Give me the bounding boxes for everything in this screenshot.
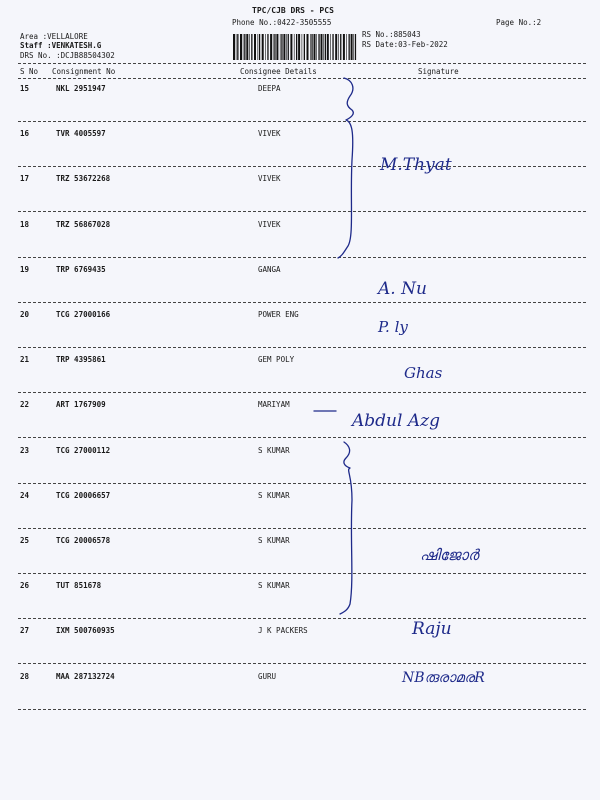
row-consignee: DEEPA (258, 84, 281, 93)
row-divider (18, 166, 586, 167)
row-sno: 19 (20, 264, 30, 274)
row-divider (18, 709, 586, 710)
table-row (0, 355, 600, 367)
row-sno: 17 (20, 174, 30, 184)
table-row (0, 174, 600, 186)
row-consignee: GEM POLY (258, 355, 295, 365)
table-row (0, 446, 600, 458)
row-consignment: TRZ 53672268 (56, 174, 111, 184)
row-consignment: IXM 500760935 (56, 626, 115, 636)
row-sno: 20 (20, 310, 30, 319)
column-divider (18, 78, 586, 79)
rs-number: RS No.:885043 (362, 30, 421, 39)
row-divider (18, 121, 586, 122)
table-row (0, 581, 600, 593)
row-divider (18, 663, 586, 664)
table-row (0, 220, 600, 232)
row-divider (18, 211, 586, 212)
row-sno: 25 (20, 536, 30, 545)
table-row (0, 626, 600, 638)
signature-16: M.Thyat (380, 155, 452, 175)
sheet-title: TPC/CJB DRS - PCS (252, 6, 334, 15)
table-row (0, 536, 600, 548)
rs-date: RS Date:03-Feb-2022 (362, 40, 448, 49)
row-sno: 21 (20, 355, 30, 365)
col-sno: S No (20, 67, 39, 76)
row-divider (18, 483, 586, 484)
row-sno: 15 (20, 84, 30, 93)
row-consignment: TUT 851678 (56, 581, 102, 591)
col-consignee: Consignee Details (240, 67, 317, 76)
table-row (0, 672, 600, 684)
row-consignee: MARIYAM (258, 400, 290, 410)
row-consignee: VIVEK (258, 129, 281, 139)
signature-20: P. ly (378, 318, 408, 336)
table-row (0, 491, 600, 503)
row-consignment: TRP 6769435 (56, 264, 106, 274)
signature-25: ഷിജോർ (420, 546, 479, 564)
row-sno: 27 (20, 626, 30, 636)
row-consignee: J K PACKERS (258, 626, 308, 636)
row-sno: 28 (20, 671, 30, 681)
row-sno: 16 (20, 129, 30, 139)
row-consignment: TRP 4395861 (56, 355, 106, 365)
row-consignee: GURU (258, 671, 277, 681)
row-consignee: S KUMAR (258, 536, 290, 545)
row-consignee: S KUMAR (258, 490, 290, 500)
row-divider (18, 528, 586, 529)
barcode-icon (232, 34, 358, 60)
col-consignment: Consignment No (52, 67, 116, 76)
header-divider (18, 63, 586, 64)
signature-21: Ghas (404, 364, 443, 382)
staff-label: Staff :VENKATESH.G (20, 41, 102, 50)
row-consignment: MAA 287132724 (56, 671, 115, 681)
row-consignee: S KUMAR (258, 581, 290, 591)
row-consignment: TCG 27000166 (56, 310, 111, 319)
row-divider (18, 437, 586, 438)
row-consignee: VIVEK (258, 219, 281, 229)
row-sno: 24 (20, 490, 30, 500)
row-divider (18, 302, 586, 303)
row-consignment: ART 1767909 (56, 400, 106, 410)
table-row (0, 129, 600, 141)
signature-27: Raju (412, 619, 452, 639)
row-divider (18, 573, 586, 574)
row-consignee: GANGA (258, 264, 281, 274)
phone-number: Phone No.:0422-3505555 (232, 18, 332, 27)
row-consignment: TVR 4005597 (56, 129, 106, 139)
row-divider (18, 392, 586, 393)
signature-28: NBരുരാമരR (402, 670, 485, 686)
signature-22: Abdul Azg (352, 411, 440, 431)
row-sno: 26 (20, 581, 30, 591)
row-consignment: TRZ 56867028 (56, 219, 111, 229)
col-signature: Signature (418, 67, 459, 76)
row-divider (18, 257, 586, 258)
row-consignee: POWER ENG (258, 310, 299, 319)
row-consignee: VIVEK (258, 174, 281, 184)
page-number: Page No.:2 (496, 18, 542, 27)
row-divider (18, 347, 586, 348)
row-divider (18, 618, 586, 619)
row-consignment: NKL 2951947 (56, 84, 106, 93)
row-sno: 22 (20, 400, 30, 410)
drs-number: DRS No. :DCJB88504302 (20, 51, 115, 60)
row-consignment: TCG 20006578 (56, 536, 111, 545)
table-row (0, 310, 600, 322)
row-consignment: TCG 27000112 (56, 445, 111, 455)
row-consignee: S KUMAR (258, 445, 290, 455)
area-label: Area :VELLALORE (20, 32, 88, 41)
table-row (0, 265, 600, 277)
signature-19: A. Nu (378, 279, 427, 299)
row-sno: 23 (20, 445, 30, 455)
table-row (0, 84, 600, 96)
row-consignment: TCG 20006657 (56, 490, 111, 500)
row-sno: 18 (20, 219, 30, 229)
table-row (0, 400, 600, 412)
